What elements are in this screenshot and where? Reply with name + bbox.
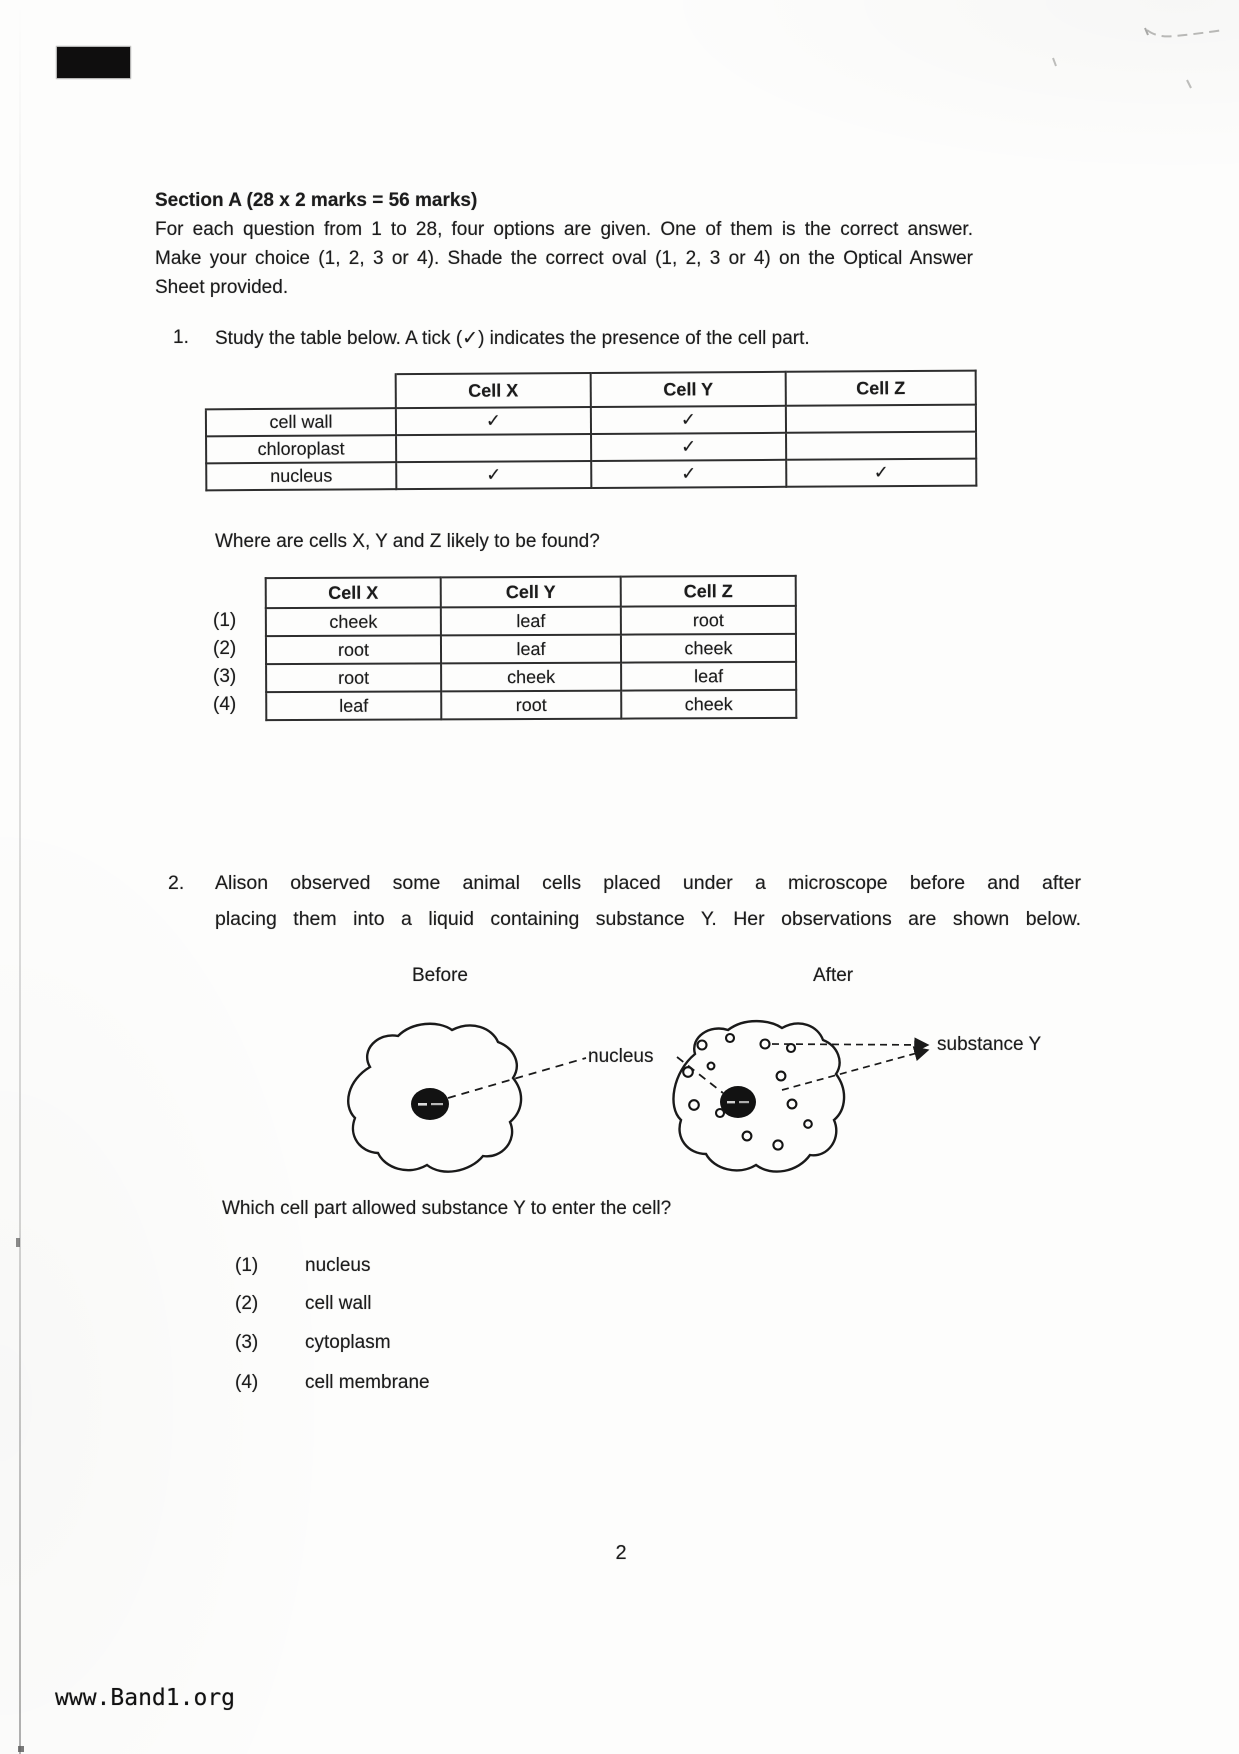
option-number: (4): [235, 1372, 259, 1393]
option-number: (4): [213, 694, 237, 715]
table-cell: leaf: [441, 635, 621, 664]
q1-prompt: Study the table below. A tick (✓) indicates the presence of the cell part.: [215, 328, 810, 349]
option-label: cell membrane: [305, 1372, 430, 1393]
table-row: [266, 634, 796, 664]
table-cell: leaf: [621, 662, 796, 691]
table-cell: cheek: [621, 690, 796, 719]
option-number: (3): [213, 666, 237, 687]
tick-icon: ✓: [396, 407, 591, 435]
table-cell: leaf: [266, 691, 441, 720]
option-number: (1): [213, 610, 237, 631]
tick-icon: ✓: [396, 461, 591, 489]
redacted-block: [57, 47, 130, 78]
table-row: [266, 690, 796, 720]
scan-highlight: [431, 1103, 443, 1105]
table-cell: cheek: [266, 607, 441, 636]
table-cell: [786, 405, 976, 433]
instruction-line: Sheet provided.: [155, 277, 289, 298]
table-cell: [786, 432, 976, 460]
scan-speck: [16, 1238, 20, 1247]
table-cell: leaf: [441, 607, 621, 636]
table-cell: cheek: [441, 663, 621, 692]
option-label: cytoplasm: [305, 1332, 391, 1353]
table-header-cell: [206, 374, 396, 409]
tick-icon: ✓: [591, 433, 786, 461]
nucleus-dot: [411, 1088, 449, 1120]
table-cell: root: [266, 635, 441, 664]
instruction-line: Make your choice (1, 2, 3 or 4). Shade the correct oval (1, 2, 3 or 4) on the Optical Answer: [155, 248, 973, 269]
option-label: cell wall: [305, 1293, 372, 1314]
instruction-line: For each question from 1 to 28, four options are given. One of them is the correct answer.: [155, 219, 973, 240]
option-number: (3): [235, 1332, 259, 1353]
row-label: cell wall: [206, 408, 396, 436]
cell-before-diagram: [348, 1024, 586, 1172]
tick-icon: ✓: [591, 406, 786, 434]
q2-prompt-line: placing them into a liquid containing substance Y. Her observations are shown below.: [215, 908, 1081, 930]
scan-highlight: [727, 1101, 735, 1103]
table-cell: root: [441, 691, 621, 720]
table-header-cell: Cell Z: [621, 576, 796, 607]
table-cell: root: [621, 606, 796, 635]
q1-sub-prompt: Where are cells X, Y and Z likely to be found?: [215, 531, 600, 552]
row-label: chloroplast: [206, 435, 396, 463]
scan-edge-line: [19, 0, 21, 1754]
table-header-cell: Cell Z: [786, 371, 976, 406]
table-row: [266, 662, 796, 692]
substance-y-label: substance Y: [937, 1034, 1042, 1055]
table-header-cell: Cell X: [266, 577, 441, 608]
q2-question: Which cell part allowed substance Y to enter the cell?: [222, 1198, 672, 1219]
option-number: (2): [235, 1293, 259, 1314]
page-number: 2: [615, 1542, 627, 1564]
option-label: nucleus: [305, 1255, 371, 1276]
row-label: nucleus: [206, 462, 396, 490]
section-title: Section A (28 x 2 marks = 56 marks): [155, 190, 478, 211]
tick-icon: ✓: [591, 460, 786, 488]
table-cell: cheek: [621, 634, 796, 663]
handwriting-scan-marks: [1035, 18, 1235, 93]
tick-icon: ✓: [786, 459, 976, 487]
table-cell: root: [266, 663, 441, 692]
table-row: [206, 459, 976, 491]
before-label: Before: [412, 965, 468, 986]
table-header-cell: Cell Y: [441, 577, 621, 608]
nucleus-dot: [720, 1086, 756, 1118]
cell-after-diagram: [673, 1021, 844, 1171]
table-row: [266, 606, 796, 636]
q1-number: 1.: [173, 327, 189, 348]
cell-location-options-table: [265, 575, 798, 721]
table-header-cell: Cell X: [396, 373, 591, 408]
after-label: After: [813, 965, 854, 986]
scan-speck: [18, 1746, 24, 1752]
scan-highlight: [418, 1103, 427, 1106]
option-number: (2): [213, 638, 237, 659]
watermark: www.Band1.org: [55, 1685, 236, 1711]
q2-prompt-line: Alison observed some animal cells placed under a microscope before and after: [215, 872, 1081, 894]
option-number: (1): [235, 1255, 259, 1276]
nucleus-label: nucleus: [588, 1046, 654, 1067]
table-cell: [396, 434, 591, 462]
cell-part-presence-table: [205, 370, 978, 492]
table-header-cell: Cell Y: [591, 372, 786, 407]
q2-number: 2.: [168, 872, 185, 894]
scan-highlight: [739, 1101, 749, 1103]
